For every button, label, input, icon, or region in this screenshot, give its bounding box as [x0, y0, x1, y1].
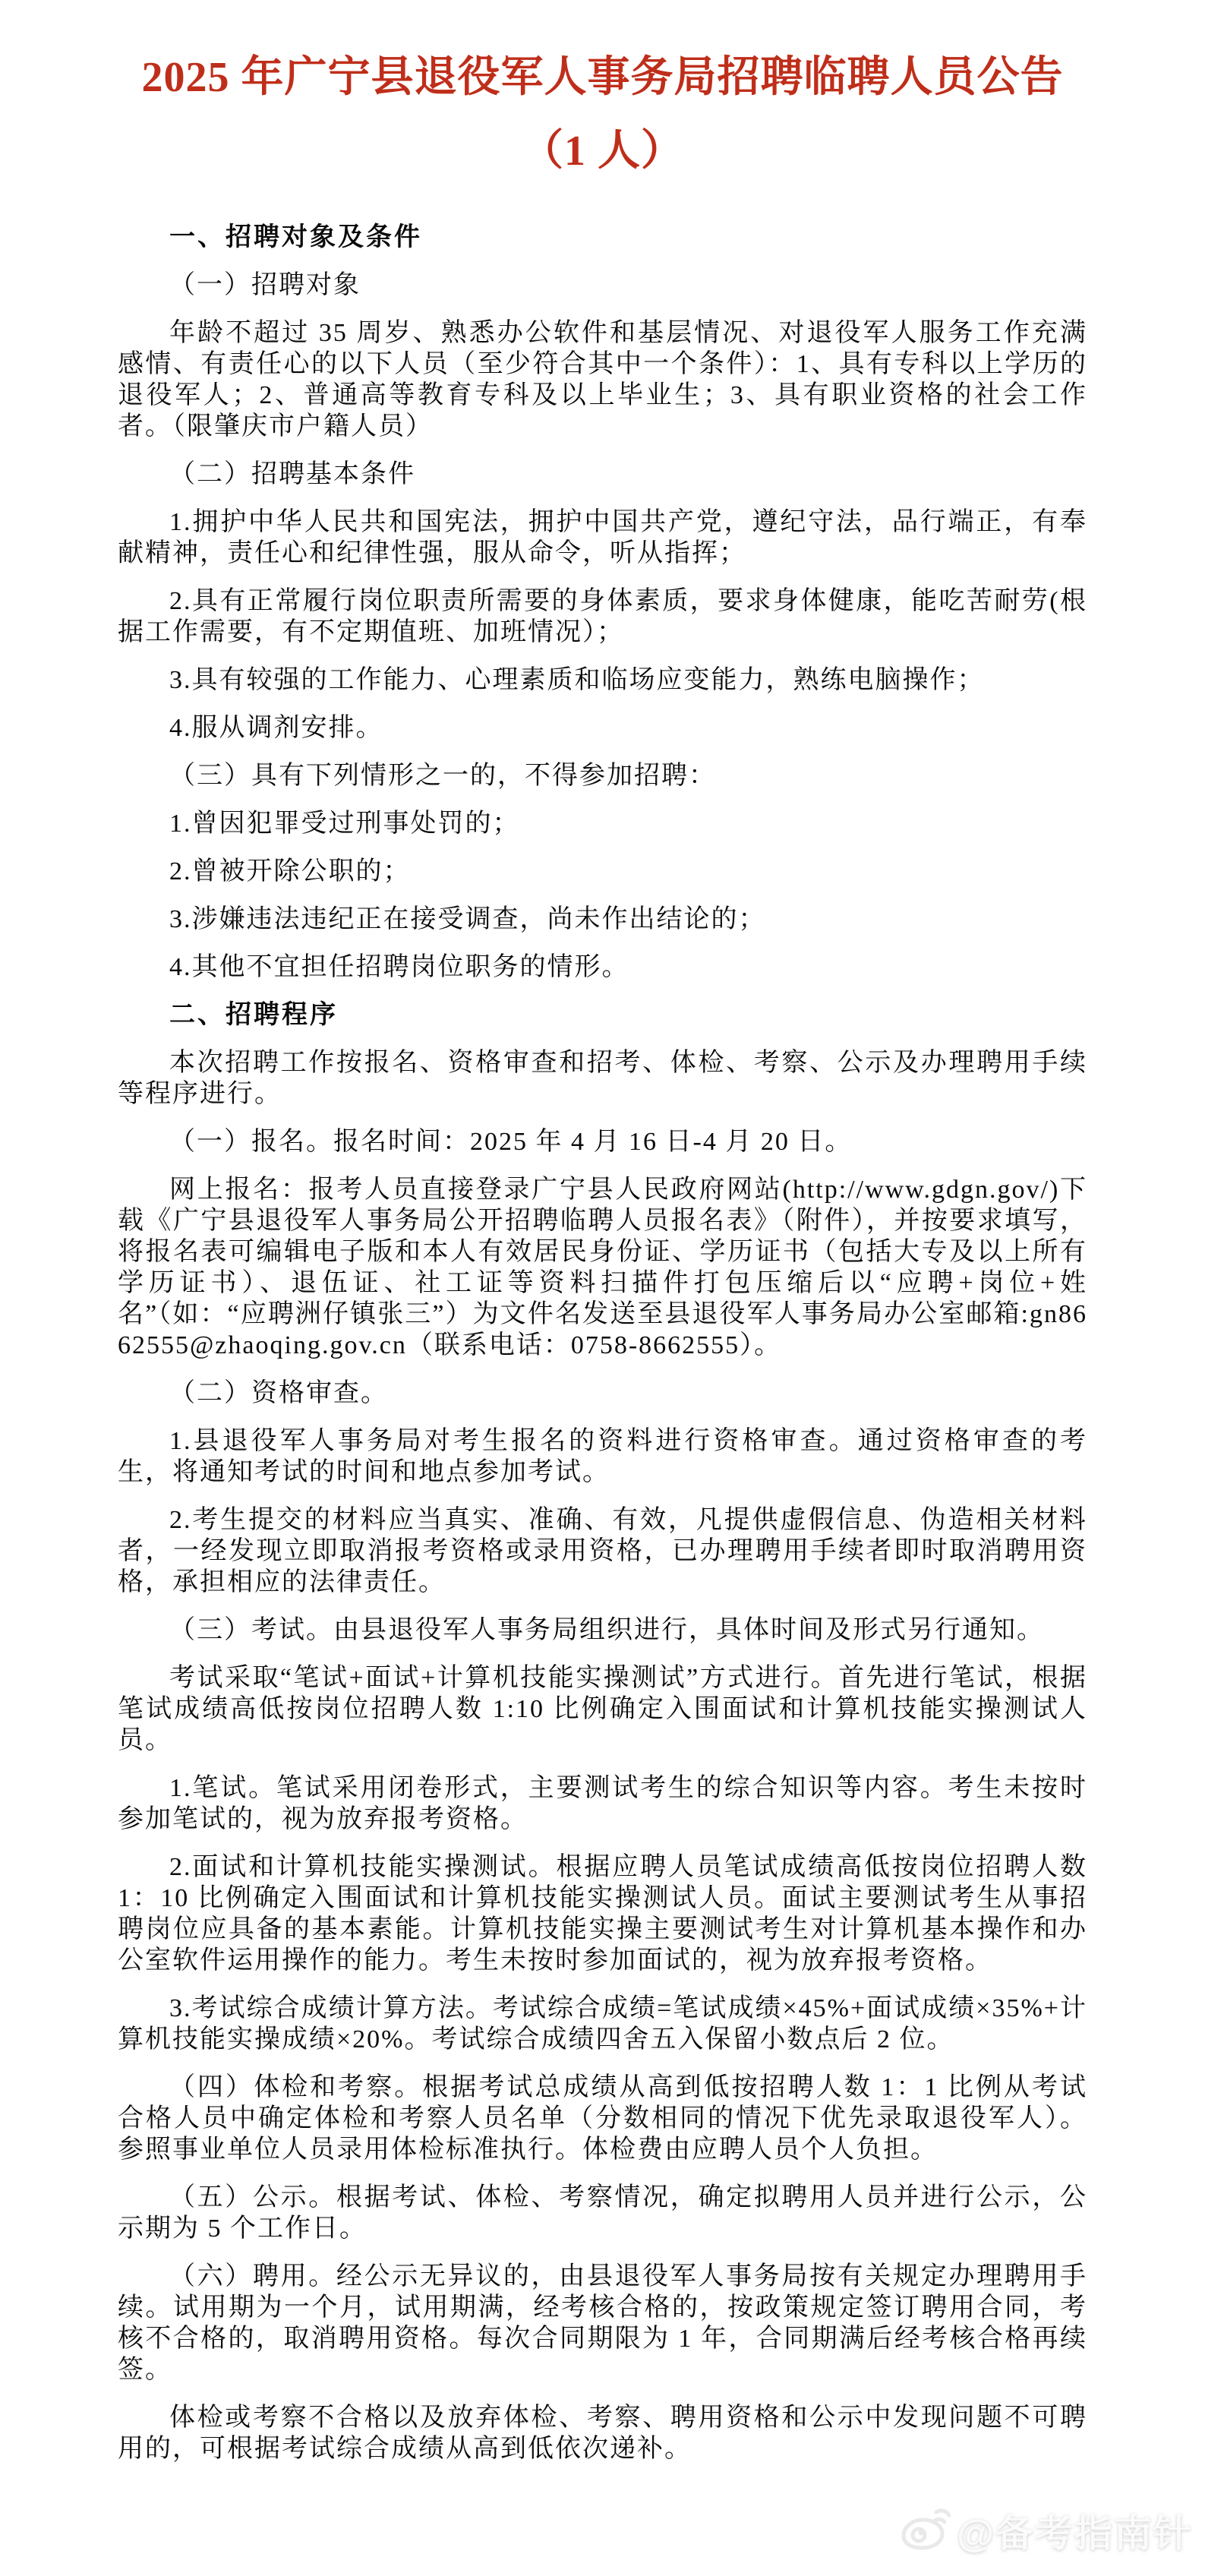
paragraph: （六）聘用。经公示无异议的，由县退役军人事务局按有关规定办理聘用手续。试用期为一个月，试用期满，经考核合格的，按政策规定签订聘用合同，考核不合格的，取消聘用资格。每次合同期限为 1 年，合同期满后经考核合格再续签。 [118, 2262, 1087, 2384]
sub-heading: （一）招聘对象 [169, 271, 361, 299]
paragraph: 2.曾被开除公职的； [169, 857, 411, 886]
paragraph: 3.考试综合成绩计算方法。考试综合成绩=笔试成绩×45%+面试成绩×35%+计算机技能实操成绩×20%。考试综合成绩四舍五入保留小数点后 2 位。 [118, 1994, 1087, 2054]
paragraph: 体检或考察不合格以及放弃体检、考察、聘用资格和公示中发现问题不可聘用的，可根据考试综合成绩从高到低依次递补。 [118, 2404, 1087, 2463]
sub-heading: （一）报名。报名时间：2025 年 4 月 16 日-4 月 20 日。 [169, 1128, 853, 1156]
paragraph: 年龄不超过 35 周岁、熟悉办公软件和基层情况、对退役军人服务工作充满感情、有责任心的以下人员（至少符合其中一个条件）：1、具有专科以上学历的退役军人；2、普通高等教育专科及以上毕业生；3、具有职业资格的社会工作者。（限肇庆市户籍人员） [118, 319, 1087, 440]
paragraph: 3.涉嫌违法违纪正在接受调查，尚未作出结论的； [169, 905, 766, 933]
paragraph: 3.具有较强的工作能力、心理素质和临场应变能力，熟练电脑操作； [169, 666, 985, 694]
paragraph: 4.服从调剂安排。 [169, 714, 383, 742]
paragraph: 4.其他不宜担任招聘岗位职务的情形。 [169, 953, 629, 981]
paragraph: 1.拥护中华人民共和国宪法，拥护中国共产党，遵纪守法，品行端正，有奉献精神，责任心和纪律性强，服从命令，听从指挥； [118, 508, 1087, 567]
sub-heading: （二）招聘基本条件 [169, 460, 415, 488]
paragraph: （四）体检和考察。根据考试总成绩从高到低按招聘人数 1：1 比例从考试合格人员中确定体检和考察人员名单（分数相同的情况下优先录取退役军人）。参照事业单位人员录用体检标准执行。体检费由应聘人员个人负担。 [118, 2073, 1087, 2164]
watermark-handle: @备考指南针 [957, 2512, 1193, 2555]
section-heading: 二、招聘程序 [169, 1000, 338, 1029]
paragraph: 1.县退役军人事务局对考生报名的资料进行资格审查。通过资格审查的考生，将通知考试的时间和地点参加考试。 [118, 1427, 1087, 1486]
sub-heading: （三）考试。由县退役军人事务局组织进行，具体时间及形式另行通知。 [169, 1616, 1044, 1644]
weibo-icon [901, 2507, 951, 2555]
sub-heading: （三）具有下列情形之一的，不得参加招聘： [169, 762, 716, 790]
sub-heading: （二）资格审查。 [169, 1379, 388, 1407]
paragraph: 2.具有正常履行岗位职责所需要的身体素质，要求身体健康，能吃苦耐劳(根据工作需要，有不定期值班、加班情况）； [118, 587, 1087, 646]
paragraph: 考试采取“笔试+面试+计算机技能实操测试”方式进行。首先进行笔试，根据笔试成绩高低按岗位招聘人数 1:10 比例确定入围面试和计算机技能实操测试人员。 [118, 1664, 1087, 1754]
paragraph: （五）公示。根据考试、体检、考察情况，确定拟聘用人员并进行公示，公示期为 5 个工作日。 [118, 2183, 1087, 2243]
section-heading: 一、招聘对象及条件 [169, 223, 422, 251]
watermark [901, 2503, 1193, 2558]
paragraph: 网上报名：报考人员直接登录广宁县人民政府网站(http://www.gdgn.gov/)下载《广宁县退役军人事务局公开招聘临聘人员报名表》（附件），并按要求填写，将报名表可编辑电子版和本人有效居民身份证、学历证书（包括大专及以上所有学历证书）、退伍证、社工证等资料扫描件打包压缩后以“应聘+岗位+姓名”（如：“应聘洲仔镇张三”）为文件名发送至县退役军人事务局办公室邮箱:gn8662555@zhaoqing.gov.cn（联系电话：0758-8662555）。 [118, 1176, 1087, 1359]
paragraph: 1.笔试。笔试采用闭卷形式，主要测试考生的综合知识等内容。考生未按时参加笔试的，视为放弃报考资格。 [118, 1774, 1087, 1833]
paragraph: 1.曾因犯罪受过刑事处罚的； [169, 810, 520, 838]
paragraph: 2.面试和计算机技能实操测试。根据应聘人员笔试成绩高低按岗位招聘人数 1：10 比例确定入围面试和计算机技能实操测试人员。面试主要测试考生从事招聘岗位应具备的基本素能。计算机技能实操主要测试考生对计算机基本操作和办公室软件运用操作的能力。考生未按时参加面试的，视为放弃报考资格。 [118, 1853, 1087, 1975]
paragraph: 2.考生提交的材料应当真实、准确、有效，凡提供虚假信息、伪造相关材料者，一经发现立即取消报考资格或录用资格，已办理聘用手续者即时取消聘用资格，承担相应的法律责任。 [118, 1506, 1087, 1596]
page-title: 2025 年广宁县退役军人事务局招聘临聘人员公告（1 人） [141, 54, 1064, 175]
paragraph: 本次招聘工作按报名、资格审查和招考、体检、考察、公示及办理聘用手续等程序进行。 [118, 1049, 1087, 1108]
